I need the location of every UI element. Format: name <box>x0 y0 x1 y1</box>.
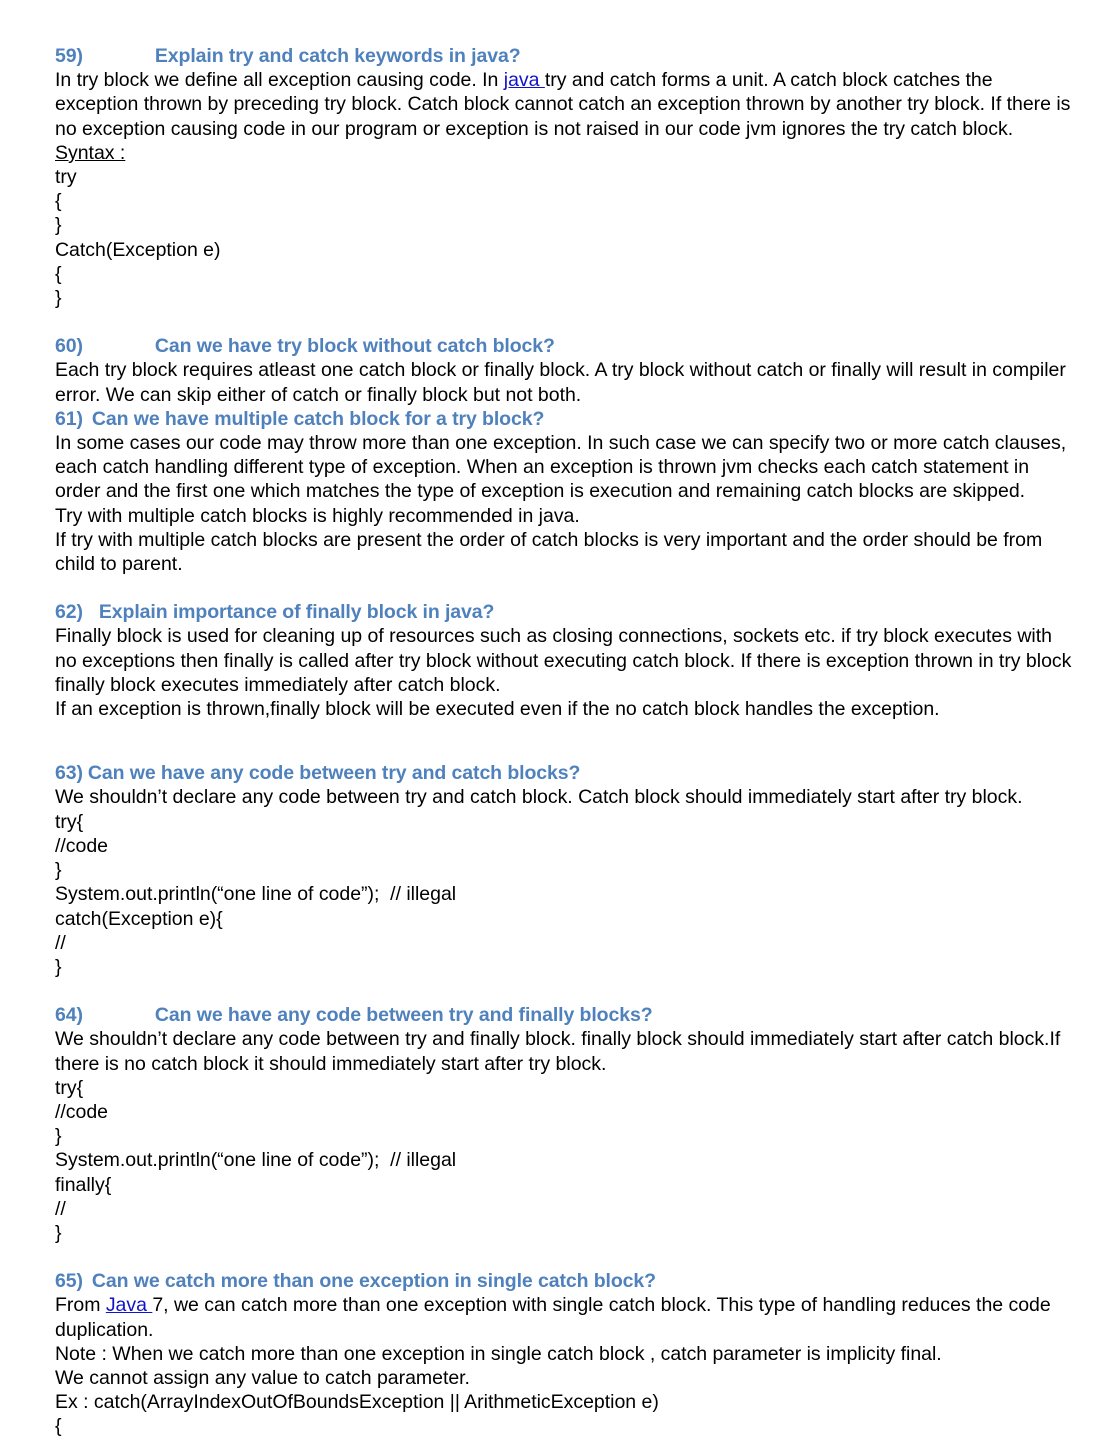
section-spacer <box>55 979 1072 1003</box>
answer-text-65-note: Note : When we catch more than one exception in single catch block , catch parameter is implicity final. <box>55 1342 942 1365</box>
answer-65-pre: From <box>55 1294 106 1317</box>
syntax-label-59 <box>55 141 1072 165</box>
question-heading-64 <box>55 1003 1072 1027</box>
section-spacer <box>55 310 1072 334</box>
qa-section-63 <box>55 761 1072 979</box>
code-line: System.out.println(“one line of code”); // illegal <box>55 883 457 906</box>
question-heading-63 <box>55 761 1072 785</box>
code-line: try <box>55 166 77 189</box>
java-hyperlink[interactable]: Java <box>105 1294 153 1317</box>
code-line: } <box>55 287 62 310</box>
question-title-65: Can we catch more than one exception in single catch block? <box>91 1270 656 1293</box>
question-heading-62 <box>55 600 1072 624</box>
code-line: Catch(Exception e) <box>55 238 221 261</box>
question-title-62: Explain importance of finally block in java? <box>98 601 495 624</box>
section-spacer <box>55 576 1072 600</box>
question-title-61: Can we have multiple catch block for a try block? <box>91 407 545 430</box>
answer-text-61-p2: Try with multiple catch blocks is highly recommended in java. <box>55 504 580 527</box>
code-line: //code <box>55 834 109 857</box>
answer-text-65-note2: We cannot assign any value to catch parameter. <box>55 1366 470 1389</box>
answer-59-pre: In try block we define all exception causing code. In <box>55 69 504 92</box>
question-heading-59 <box>55 44 1072 68</box>
code-line: } <box>55 859 62 882</box>
answer-text-60: Each try block requires atleast one catch block or finally block. A try block without catch or finally will result in compiler error. We can skip either of catch or finally block but not both. <box>55 359 1066 406</box>
code-line: } <box>55 955 62 978</box>
answer-text-61-p1: In some cases our code may throw more than one exception. In such case we can specify two or more catch clauses, each catch handling different type of exception. When an exception is thrown jvm checks each catch statement in order and the first one which matches the type of exception is execution and remaining catch blocks are skipped. <box>55 432 1067 503</box>
code-line: // <box>55 931 66 954</box>
question-number-65: 65) <box>55 1270 83 1293</box>
answer-65-post: 7, we can catch more than one exception with single catch block. This type of handling reduces the code duplication. <box>55 1294 1051 1341</box>
question-number-60: 60) <box>55 335 83 358</box>
answer-text-63: We shouldn’t declare any code between try and catch block. Catch block should immediately start after try block. <box>55 786 1023 809</box>
question-heading-65 <box>55 1269 1072 1293</box>
code-line: try{ <box>55 1076 84 1099</box>
qa-section-59 <box>55 44 1072 310</box>
section-spacer <box>55 1245 1072 1269</box>
code-line: { <box>55 262 62 285</box>
answer-text-65 <box>55 1293 1072 1341</box>
code-line: try{ <box>55 810 84 833</box>
java-hyperlink[interactable]: java <box>503 69 545 92</box>
answer-text-62-p1: Finally block is used for cleaning up of resources such as closing connections, sockets etc. if try block executes with no exceptions then finally is called after try block without executing catch block. If there is exception thrown in try block finally block executes immediately after catch block. <box>55 625 1072 696</box>
answer-text-64: We shouldn’t declare any code between try and finally block. finally block should immediately start after catch block.If there is no catch block it should immediately start after try block. <box>55 1028 1061 1075</box>
code-line: } <box>55 1125 62 1148</box>
question-title-59: Explain try and catch keywords in java? <box>154 45 521 67</box>
answer-text-59 <box>55 68 1072 141</box>
section-spacer <box>55 721 1072 761</box>
code-line: //code <box>55 1100 109 1123</box>
code-line: } <box>55 1221 62 1244</box>
code-line: { <box>55 190 62 213</box>
syntax-label-text: Syntax : <box>55 141 126 164</box>
code-line: catch(Exception e){ <box>55 907 223 930</box>
question-title-60: Can we have try block without catch block? <box>154 335 555 358</box>
question-title-64: Can we have any code between try and finally blocks? <box>154 1004 653 1027</box>
qa-section-65 <box>55 1269 1072 1438</box>
code-line: } <box>55 214 62 237</box>
qa-section-64 <box>55 1003 1072 1245</box>
answer-59-post: try and catch forms a unit. A catch block catches the exception thrown by preceding try block. Catch block cannot catch an exception thrown by another try block. If there is no exception causing code in our program or exception is not raised in our code jvm ignores the try catch block. <box>55 69 1071 140</box>
question-number-63: 63) <box>55 762 83 785</box>
question-number-61: 61) <box>55 407 83 430</box>
answer-text-62-p2: If an exception is thrown,finally block will be executed even if the no catch block handles the exception. <box>55 698 940 721</box>
qa-section-60 <box>55 334 1072 407</box>
question-number-59: 59) <box>55 45 83 67</box>
question-title-63: Can we have any code between try and catch blocks? <box>87 762 581 785</box>
code-line: { <box>55 1415 62 1438</box>
question-heading-60 <box>55 334 1072 358</box>
qa-section-61 <box>55 407 1072 576</box>
code-line: Ex : catch(ArrayIndexOutOfBoundsException || ArithmeticException e) <box>55 1391 659 1414</box>
code-line: // <box>55 1197 66 1220</box>
code-line: finally{ <box>55 1173 112 1196</box>
question-heading-61 <box>55 407 1072 431</box>
code-line: System.out.println(“one line of code”); // illegal <box>55 1149 457 1172</box>
qa-section-62 <box>55 600 1072 721</box>
question-number-62: 62) <box>55 601 83 624</box>
answer-text-61-p3: If try with multiple catch blocks are present the order of catch blocks is very important and the order should be from child to parent. <box>55 528 1043 576</box>
question-number-64: 64) <box>55 1004 83 1027</box>
